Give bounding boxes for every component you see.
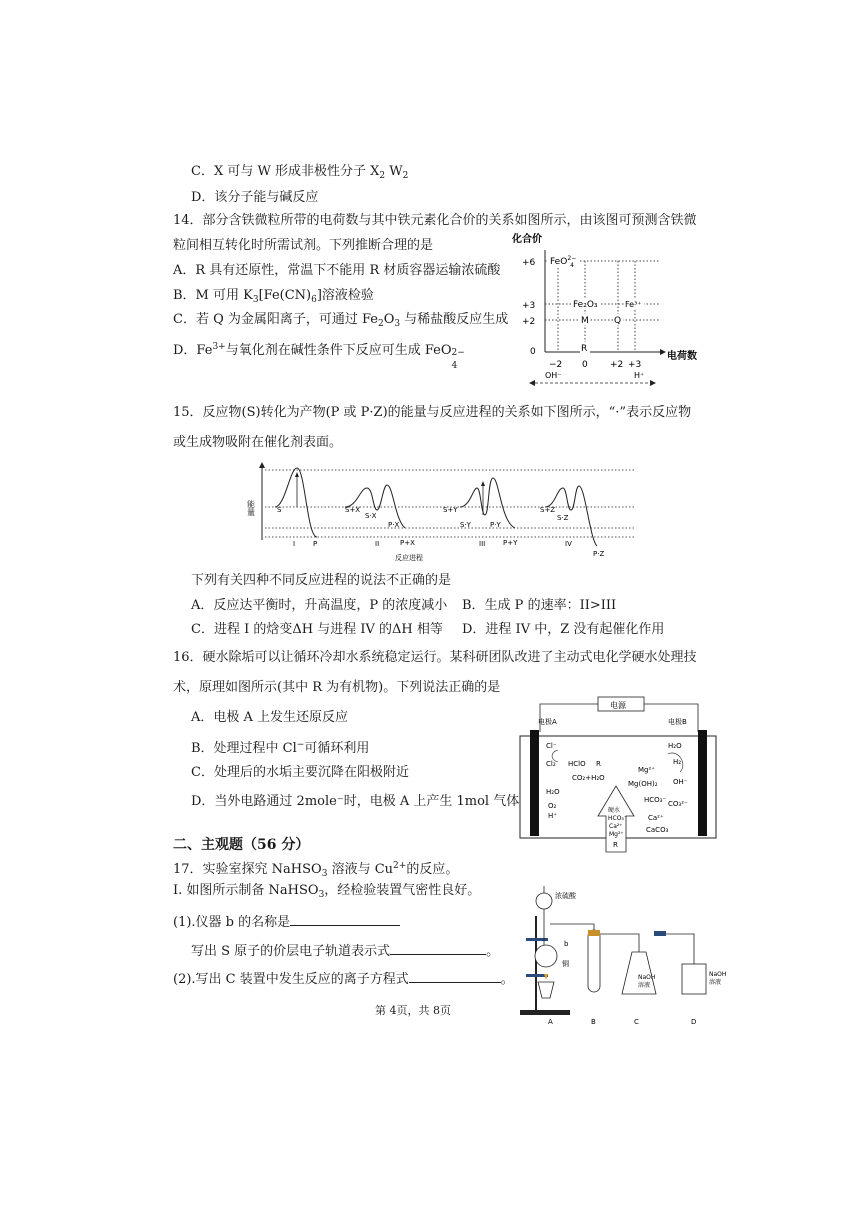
q14-option-a: A．R 具有还原性，常温下不能用 R 材质容器运输浓硫酸 — [173, 263, 501, 278]
species-co2-h2o: CO₂+H₂O — [572, 774, 605, 782]
q16-option-b-text: B．处理过程中 Cl — [191, 741, 297, 756]
subscript: 2 — [378, 319, 384, 329]
q14-option-d-text: D．Fe — [173, 343, 213, 358]
electrode-b — [698, 730, 707, 836]
q17-question-1 — [173, 913, 400, 931]
tube-connector — [654, 931, 666, 936]
subscript: 4 — [451, 361, 458, 371]
point-m: M — [581, 316, 589, 326]
q16-option-c: C．处理后的水垢主要沉降在阳极附近 — [191, 765, 409, 780]
q17-stem-mid: 溶液与 Cu — [327, 862, 394, 877]
species-cl2: Cl₂ — [546, 760, 556, 768]
xtick-neg2: −2 — [549, 360, 563, 370]
point-fe2o3: Fe₂O₃ — [573, 300, 598, 310]
q13-option-c — [191, 164, 408, 184]
label-a: A — [548, 1018, 553, 1026]
q14-option-b-mid: [Fe(CN) — [258, 288, 312, 303]
q16-option-a: A．电极 A 上发生还原反应 — [191, 710, 349, 725]
electrode-a — [530, 730, 539, 836]
section-2-title: 二、主观题（56 分） — [173, 837, 310, 853]
q17-stem — [173, 858, 458, 882]
species-r: R — [596, 760, 601, 768]
label-s: S — [277, 506, 282, 514]
q17-part1-text: I. 如图所示制备 NaHSO — [173, 883, 319, 898]
q17-q1b-text: 写出 S 原子的价层电子轨道表示式 — [191, 944, 391, 959]
label-h: H⁺ — [634, 371, 645, 380]
q13-option-d: D．该分子能与碱反应 — [191, 190, 319, 205]
subscript: 6 — [311, 295, 317, 305]
page-footer: 第 4页，共 8页 — [375, 1004, 451, 1017]
subscript: 3 — [321, 869, 328, 879]
clamp — [526, 938, 548, 941]
arrow-label-hardwater: 硬水 — [608, 807, 621, 814]
point-feo4: FeO$^{2-}$ 4 — [550, 255, 577, 269]
subscript: 3 — [318, 890, 325, 900]
superscript: 2+ — [393, 861, 407, 871]
arrow-label-hco3: HCO₃⁻ — [608, 815, 627, 822]
q14-option-b — [173, 288, 374, 308]
xtick-0: 0 — [582, 360, 588, 370]
label-naoh-d: NaOH — [709, 971, 727, 978]
q17-stem-text: 17．实验室探究 NaHSO — [173, 862, 322, 877]
q15-option-c: C．进程 I 的焓变ΔH 与进程 IV 的ΔH 相等 — [191, 622, 443, 637]
q14-option-c — [173, 312, 508, 332]
species-o2: O₂ — [548, 802, 557, 810]
q15-stem-line1: 15．反应物(S)转化为产物(P 或 P·Z)的能量与反应进程的关系如下图所示，“·”表示反应物 — [173, 405, 692, 420]
label-p-dot-z: P·Z — [593, 550, 605, 558]
species-h-plus: H⁺ — [548, 812, 557, 820]
species-mg2: Mg²⁺ — [638, 766, 655, 774]
q14-option-d — [173, 339, 466, 371]
xtick-2: +2 — [610, 360, 624, 370]
q16-option-d: D．当外电路通过 2mole⁻时，电极 A 上产生 1mol 气体 — [191, 794, 520, 809]
process-4: IV — [565, 540, 572, 548]
label-naoh-c: NaOH — [638, 974, 656, 981]
q14-iron-valence-chart — [500, 228, 710, 388]
species-co3: CO₃²⁻ — [668, 800, 688, 808]
q13-option-c-mid: W — [385, 164, 403, 179]
point-r: R — [581, 344, 588, 354]
arrow-label-mg: Mg²⁺ — [609, 831, 624, 838]
q17-q1-text: (1).仪器 b 的名称是 — [173, 915, 291, 930]
delivery-tube — [666, 934, 694, 964]
delivery-tube — [550, 924, 594, 930]
q16-stem-line1: 16．硬水除垢可以让循环冷却水系统稳定运行。某科研团队改进了主动式电化学硬水处理技 — [173, 650, 697, 665]
label-px: P+X — [400, 539, 415, 547]
label-d: D — [691, 1018, 697, 1026]
label-p-dot-y: P·Y — [490, 521, 501, 529]
curve-process-1 — [275, 468, 317, 537]
q15-option-b: B．生成 P 的速率：II>III — [462, 598, 617, 613]
test-tube-b — [588, 930, 600, 992]
q14-option-b-text: B．M 可用 K — [173, 288, 253, 303]
q14-stem-line1: 14．部分含铁微粒所带的电荷数与其中铁元素化合价的关系如图所示，由该图可预测含铁微 — [173, 213, 697, 228]
q14-option-b-post: ]溶液检验 — [316, 288, 374, 303]
q17-question-2 — [173, 970, 514, 988]
ytick-6: +6 — [522, 258, 536, 268]
process-2: II — [375, 540, 380, 548]
subscript: 3 — [394, 319, 401, 329]
q16-electrolysis-diagram — [518, 694, 718, 854]
q16-stem-line2: 术，原理如图所示(其中 R 为有机物)。下列说法正确的是 — [173, 680, 501, 695]
species-cl-minus: Cl⁻ — [546, 742, 557, 750]
q17-part1-post: ，经检验装置气密性良好。 — [324, 883, 481, 898]
superscript: 3+ — [212, 342, 226, 352]
q15-stem-line2: 或生成物吸附在催化剂表面。 — [173, 435, 343, 450]
q15-option-d: D．进程 IV 中，Z 没有起催化作用 — [462, 622, 665, 637]
species-h2: H₂ — [673, 758, 682, 766]
species-caco3: CaCO₃ — [646, 826, 669, 834]
q15-energy-diagram — [245, 460, 645, 568]
species-h2o-right: H₂O — [668, 742, 682, 750]
process-1: I — [293, 540, 296, 548]
label-cu: 铜 — [562, 960, 569, 968]
label-py: P+Y — [503, 539, 518, 547]
x-axis-arrow — [660, 349, 666, 355]
beaker-d — [682, 964, 706, 994]
arrow-up-icon — [295, 472, 299, 477]
species-ca2: Ca²⁺ — [648, 814, 664, 822]
label-soln-d: 溶液 — [709, 979, 722, 986]
power-label: 电源 — [610, 701, 626, 710]
ytick-2: +2 — [522, 317, 536, 327]
subscript: 3 — [252, 295, 259, 305]
q15-intro: 下列有关四种不同反应进程的说法不正确的是 — [191, 573, 452, 588]
q14-option-d-mid: 与氧化剂在碱性条件下反应可生成 FeO — [225, 343, 452, 358]
q16-option-b — [191, 737, 369, 757]
alcohol-lamp — [538, 982, 554, 998]
chart-x-label: 电荷数 — [667, 351, 697, 362]
ytick-3: +3 — [522, 301, 536, 311]
xtick-3: +3 — [628, 360, 642, 370]
q14-option-c-text: C．若 Q 为金属阳离子，可通过 Fe — [173, 312, 379, 327]
label-p: P — [313, 540, 318, 548]
chart-y-label: 化合价 — [512, 234, 542, 245]
label-soln-c: 溶液 — [638, 982, 651, 989]
process-3: III — [479, 540, 486, 548]
species-oh-minus: OH⁻ — [673, 778, 688, 786]
arrow-label-r: R — [613, 841, 618, 849]
species-hco3: HCO₃⁻ — [644, 796, 667, 804]
flask — [535, 945, 557, 967]
label-p-dot-x: P·X — [388, 521, 400, 529]
label-sx: S+X — [345, 506, 361, 514]
q17-part1 — [173, 883, 480, 903]
label-c: C — [634, 1018, 639, 1026]
electrode-a-label: 电极A — [538, 718, 557, 726]
answer-blank[interactable] — [290, 913, 400, 926]
label-b: b — [564, 940, 569, 948]
label-conc-h2so4: 浓硫酸 — [555, 892, 576, 900]
subscript: 2 — [379, 171, 386, 181]
q17-q2-end: 。 — [500, 972, 514, 987]
q14-stem-line2: 粒间相互转化时所需试剂。下列推断合理的是 — [173, 238, 434, 253]
answer-blank[interactable] — [409, 970, 501, 983]
ytick-0: 0 — [530, 347, 536, 357]
species-mgoh2: Mg(OH)₂ — [628, 780, 658, 788]
arrow-left-icon — [529, 380, 535, 386]
label-s-dot-x: S·X — [365, 512, 377, 520]
arrow-up-icon — [259, 462, 265, 468]
label-b-tube: B — [591, 1018, 596, 1026]
stand-base — [520, 1010, 570, 1015]
arrow-right-icon — [650, 380, 656, 386]
point-fe3: Fe³⁺ — [625, 300, 642, 309]
label-s-dot-z: S·Z — [557, 514, 569, 522]
arrow-up-icon — [481, 481, 485, 486]
electrode-b-label: 电极B — [668, 718, 687, 726]
label-sz: S+Z — [540, 506, 556, 514]
species-h2o-left: H₂O — [546, 788, 560, 796]
q17-stem-post: 的反应。 — [406, 862, 459, 877]
q17-q2-text: (2).写出 C 装置中发生反应的离子方程式 — [173, 972, 409, 987]
x-label: 反应进程 — [395, 554, 423, 562]
label-sy: S+Y — [443, 506, 458, 514]
species-hclo: HClO — [568, 760, 586, 768]
stopper — [588, 930, 600, 936]
answer-blank[interactable] — [390, 942, 486, 955]
label-oh: OH⁻ — [545, 371, 562, 380]
q14-option-c-post: 与稀盐酸反应生成 — [400, 312, 509, 327]
label-s-dot-y: S·Y — [460, 521, 471, 529]
q14-option-c-mid: O — [383, 312, 395, 327]
superscript: 2− — [451, 348, 465, 358]
q15-option-a: A．反应达平衡时，升高温度，P 的浓度减小 — [191, 598, 448, 613]
q17-q1b-end: 。 — [486, 944, 500, 959]
subscript: 2 — [402, 171, 409, 181]
arrow-label-ca: Ca²⁺ — [609, 823, 623, 830]
point-q: Q — [614, 316, 622, 326]
q13-option-c-text: C．X 可与 W 形成非极性分子 X — [191, 164, 380, 179]
q17-question-1b — [191, 942, 499, 960]
q16-option-b-post: 可循环利用 — [304, 741, 370, 756]
y-label: 能量 — [246, 500, 256, 516]
dropping-funnel — [536, 893, 552, 909]
superscript: − — [296, 740, 305, 750]
q17-apparatus-diagram — [514, 876, 744, 1028]
